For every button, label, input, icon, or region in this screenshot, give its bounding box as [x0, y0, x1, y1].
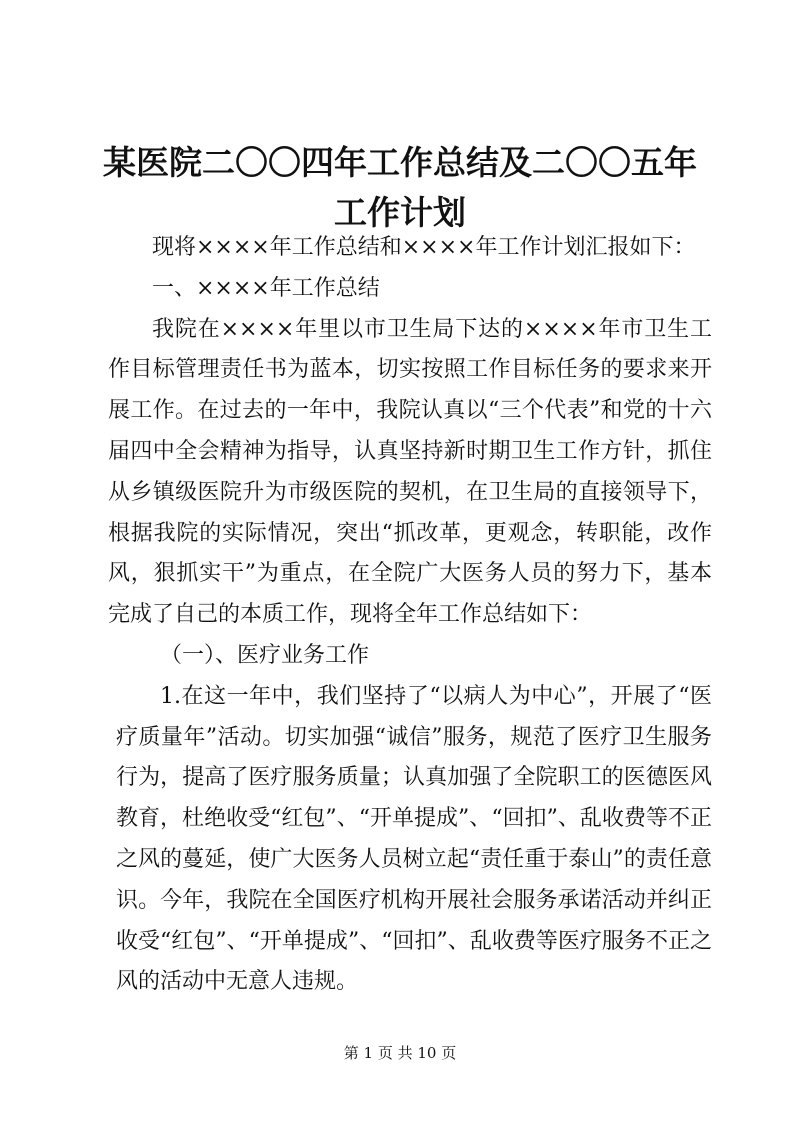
intro-paragraph: 现将××××年工作总结和××××年工作计划汇报如下：	[152, 235, 696, 260]
item-paragraph: 1.在这一年中，我们坚持了“以病人为中心”，开展了“医疗质量年”活动。切实加强“诚信”服务，规范了医疗卫生服务行为，提高了医疗服务质量；认真加强了全院职工的医德医风教育，杜绝收受“红包”、“开单提成”、“回扣”、乱收费等不正之风的蔓延，使广大医务人员树立起“责任重于泰山”的责任意识。今年，我院在全国医疗机构开展社会服务承诺活动并纠正收受“红包”、“开单提成”、“回扣”、乱收费等医疗服务不正之风的活动中无意人违规。	[116, 683, 712, 995]
section-heading: 一、××××年工作总结	[152, 275, 380, 301]
summary-paragraph: 我院在××××年里以市卫生局下达的××××年市卫生工作目标管理责任书为蓝本，切实按照工作目标任务的要求来开展工作。在过去的一年中，我院认真以“三个代表”和党的十六届四中全会精神为指导，认真坚持新时期卫生工作方针，抓住从乡镇级医院升为市级医院的契机，在卫生局的直接领导下，根据我院的实际情况，突出“抓改革，更观念，转职能，改作风，狠抓实干”为重点，在全院广大医务人员的努力下，基本完成了自己的本质工作，现将全年工作总结如下：	[108, 316, 712, 628]
document-body	[108, 228, 712, 1003]
page-title: 某医院二〇〇四年工作总结及二〇〇五年工作计划	[103, 143, 697, 232]
subsection-heading: （一）、医疗业务工作	[160, 642, 370, 668]
page-footer: 第 1 页 共 10 页	[343, 1044, 457, 1062]
